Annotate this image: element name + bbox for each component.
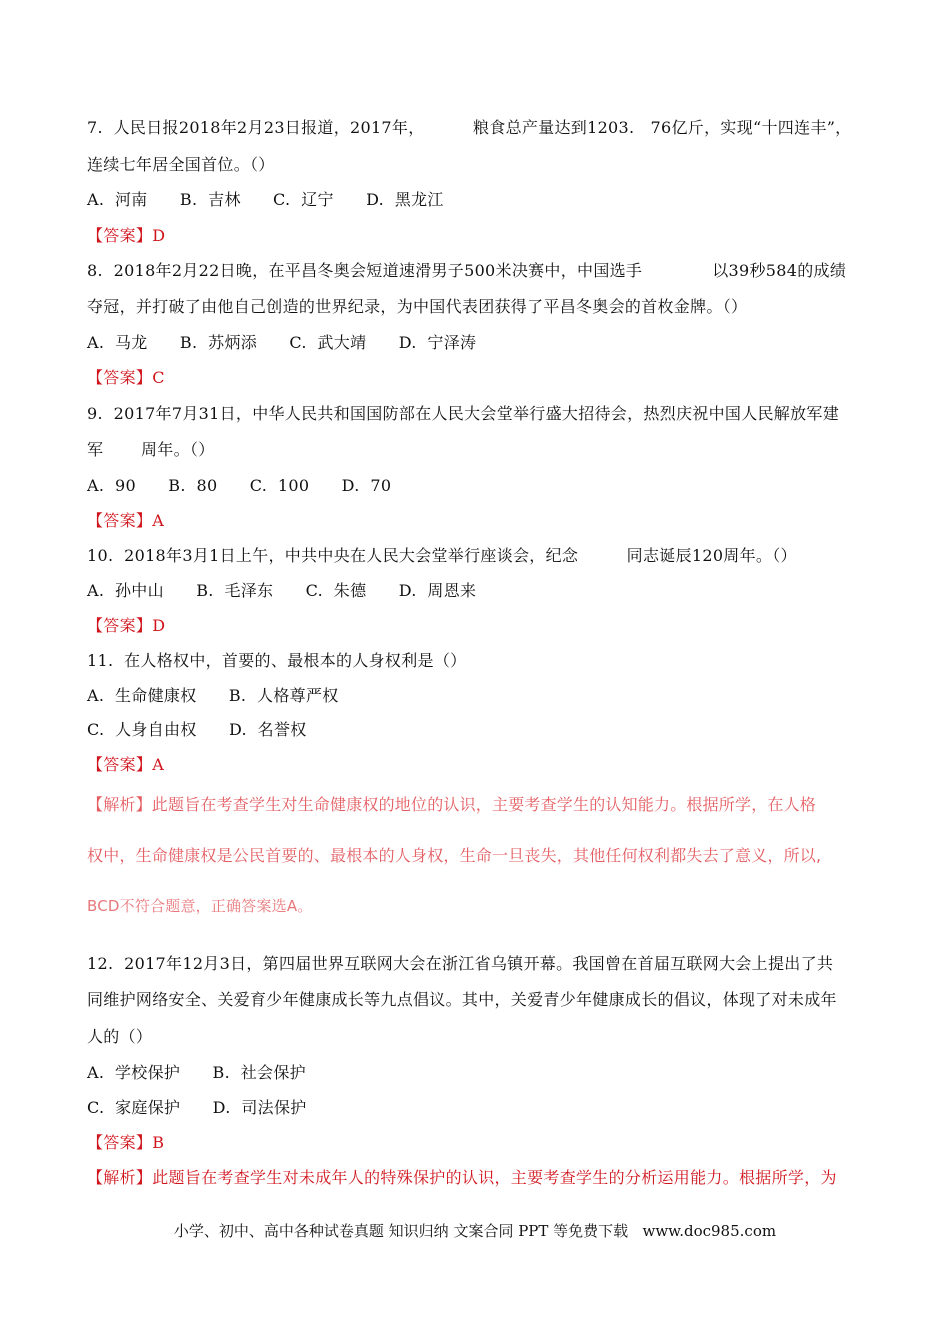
question-11-options-line-2: C. 人身自由权 D. 名誉权: [87, 720, 307, 739]
question-12-stem-line-3: 人的（）: [87, 1027, 153, 1046]
question-12-stem-line-2: 同维护网络安全、关爱育少年健康成长等九点倡议。其中，关爱青少年健康成长的倡议，体现了对未成年: [87, 990, 837, 1009]
question-11-explanation-line-1: 【解析】此题旨在考查学生对生命健康权的地位的认识，主要考查学生的认知能力。根据所学，在人格: [87, 795, 817, 814]
question-7-stem-line-1: 7. 人民日报2018年2月23日报道，2017年， 粮食总产量达到1203. 76亿斤，实现“十四连丰”，: [87, 118, 852, 137]
question-11-options-line-1: A. 生命健康权 B. 人格尊严权: [87, 686, 339, 705]
question-10-stem-line-1: 10. 2018年3月1日上午，中共中央在人民大会堂举行座谈会，纪念 同志诞辰120周年。（）: [87, 546, 797, 565]
question-11-stem-line-1: 11. 在人格权中，首要的、最根本的人身权利是（）: [87, 651, 467, 670]
question-11-explanation-line-3: BCD不符合题意，正确答案选A。: [87, 897, 313, 915]
question-12-stem-line-1: 12. 2017年12月3日，第四届世界互联网大会在浙江省乌镇开幕。我国曾在首届互联网大会上提出了共: [87, 954, 834, 973]
question-9-stem-line-1: 9. 2017年7月31日，中华人民共和国国防部在人民大会堂举行盛大招待会，热烈庆祝中国人民解放军建: [87, 404, 839, 423]
question-7-options: A. 河南 B. 吉林 C. 辽宁 D. 黑龙江: [87, 190, 444, 209]
question-11-explanation-line-2: 权中，生命健康权是公民首要的、最根本的人身权，生命一旦丧失，其他任何权利都失去了意义，所以,: [87, 846, 822, 865]
question-11-answer: 【答案】A: [87, 755, 165, 774]
question-12-options-line-1: A. 学校保护 B. 社会保护: [87, 1063, 306, 1082]
page-footer: 小学、初中、高中各种试卷真题 知识归纳 文案合同 PPT 等免费下载 www.doc985.com: [173, 1222, 777, 1240]
question-10-options: A. 孙中山 B. 毛泽东 C. 朱德 D. 周恩来: [87, 581, 477, 600]
question-7-answer: 【答案】D: [87, 226, 166, 245]
question-9-stem-line-2: 军 周年。（）: [87, 440, 215, 459]
question-10-answer: 【答案】D: [87, 616, 166, 635]
question-12-answer: 【答案】B: [87, 1133, 165, 1152]
question-8-stem-line-2: 夺冠，并打破了由他自己创造的世界纪录，为中国代表团获得了平昌冬奥会的首枚金牌。（）: [87, 297, 748, 316]
question-12-explanation-line-1: 【解析】此题旨在考查学生对未成年人的特殊保护的认识，主要考查学生的分析运用能力。根据所学，为: [87, 1168, 837, 1187]
question-8-options: A. 马龙 B. 苏炳添 C. 武大靖 D. 宁泽涛: [87, 333, 477, 352]
question-8-stem-line-1: 8. 2018年2月22日晚，在平昌冬奥会短道速滑男子500米决赛中，中国选手 以39秒584的成绩: [87, 261, 847, 280]
question-9-options: A. 90 B. 80 C. 100 D. 70: [87, 476, 392, 495]
question-12-options-line-2: C. 家庭保护 D. 司法保护: [87, 1098, 307, 1117]
question-8-answer: 【答案】C: [87, 368, 165, 387]
question-7-stem-line-2: 连续七年居全国首位。（）: [87, 155, 275, 174]
question-9-answer: 【答案】A: [87, 511, 165, 530]
